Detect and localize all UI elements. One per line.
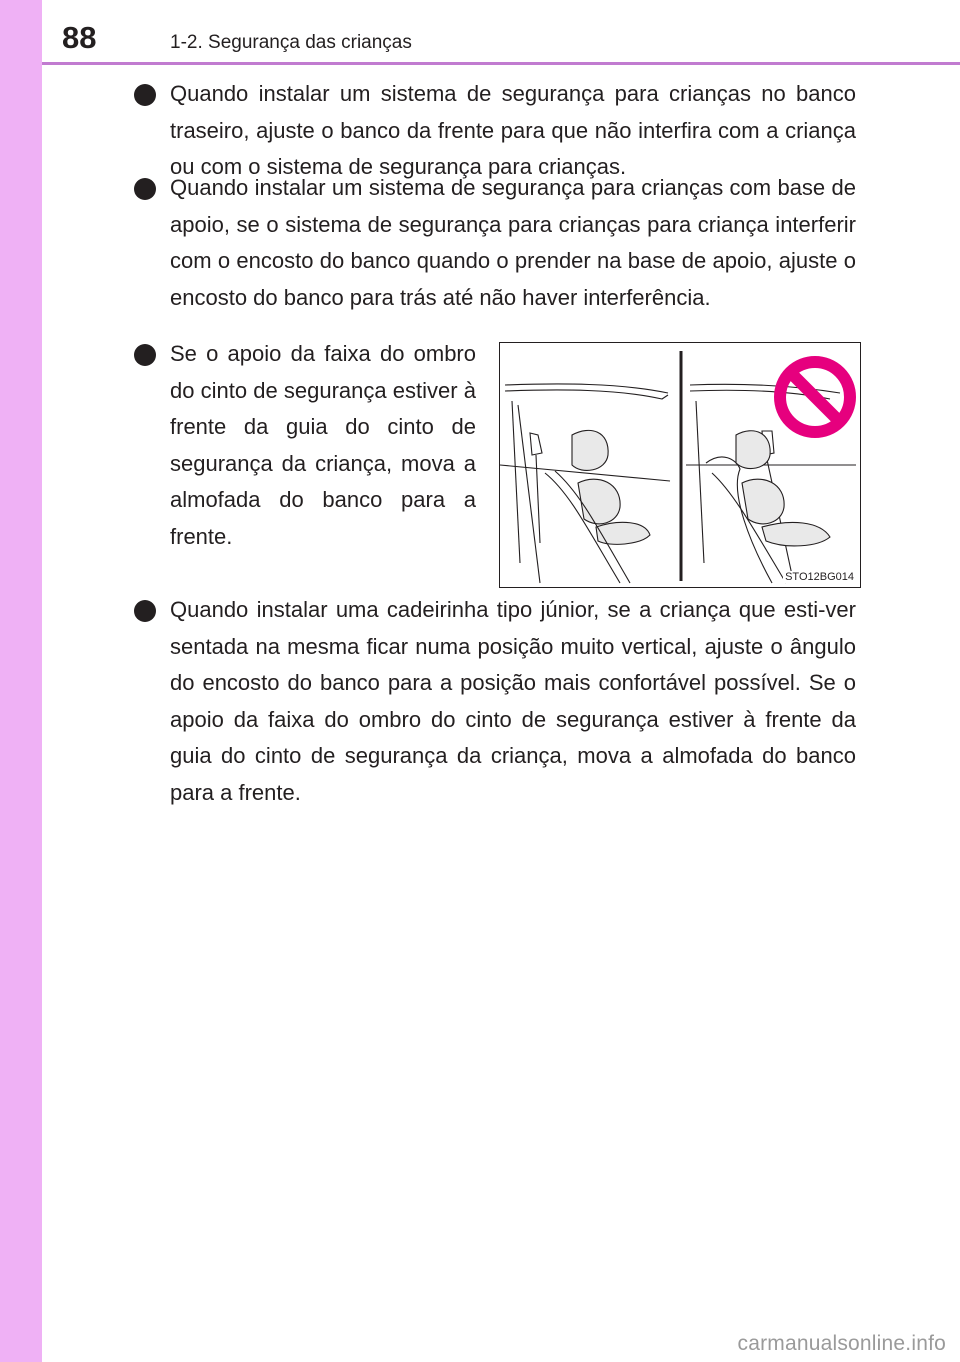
bullet-icon bbox=[132, 82, 158, 108]
paragraph-1: Quando instalar um sistema de segurança para crianças no banco traseiro, ajuste o banco da frente para que não interfira com a criança ou com o sistema de segurança para crianças. bbox=[170, 81, 856, 179]
figure-code: STO12BG014 bbox=[785, 571, 854, 583]
prohibited-icon bbox=[780, 362, 850, 432]
side-tab-strip bbox=[0, 0, 42, 1362]
header-divider bbox=[42, 62, 960, 65]
bullet-icon bbox=[132, 342, 158, 368]
section-title: 1-2. Segurança das crianças bbox=[170, 32, 412, 53]
seat-illustration bbox=[499, 342, 861, 588]
child-seat-drawing bbox=[500, 343, 859, 586]
footer-watermark: carmanualsonline.info bbox=[737, 1332, 946, 1355]
page-number: 88 bbox=[62, 20, 97, 55]
paragraph-2: Quando instalar um sistema de segurança para crianças com base de apoio, se o sistema de segurança para crianças para criança interferir com o encosto do banco quando o prender na base de apoio, ajuste o encosto do banco para trás até não haver interferência. bbox=[170, 175, 856, 310]
bullet-icon bbox=[132, 598, 158, 624]
paragraph-4: Quando instalar uma cadeirinha tipo júnior, se a criança que esti-ver sentada na mesma ficar numa posição muito vertical, ajuste o ângulo do encosto do banco para a posição mais confortável possível. Se o apoio da faixa do ombro do cinto de segurança estiver à frente da guia do cinto de segurança da criança, mova a almofada do banco para a frente. bbox=[170, 597, 856, 805]
paragraph-3: Se o apoio da faixa do ombro do cinto de segurança estiver à frente da guia do cinto de segurança da criança, mova a almofada do banco para a frente. bbox=[170, 341, 476, 549]
bullet-icon bbox=[132, 176, 158, 202]
